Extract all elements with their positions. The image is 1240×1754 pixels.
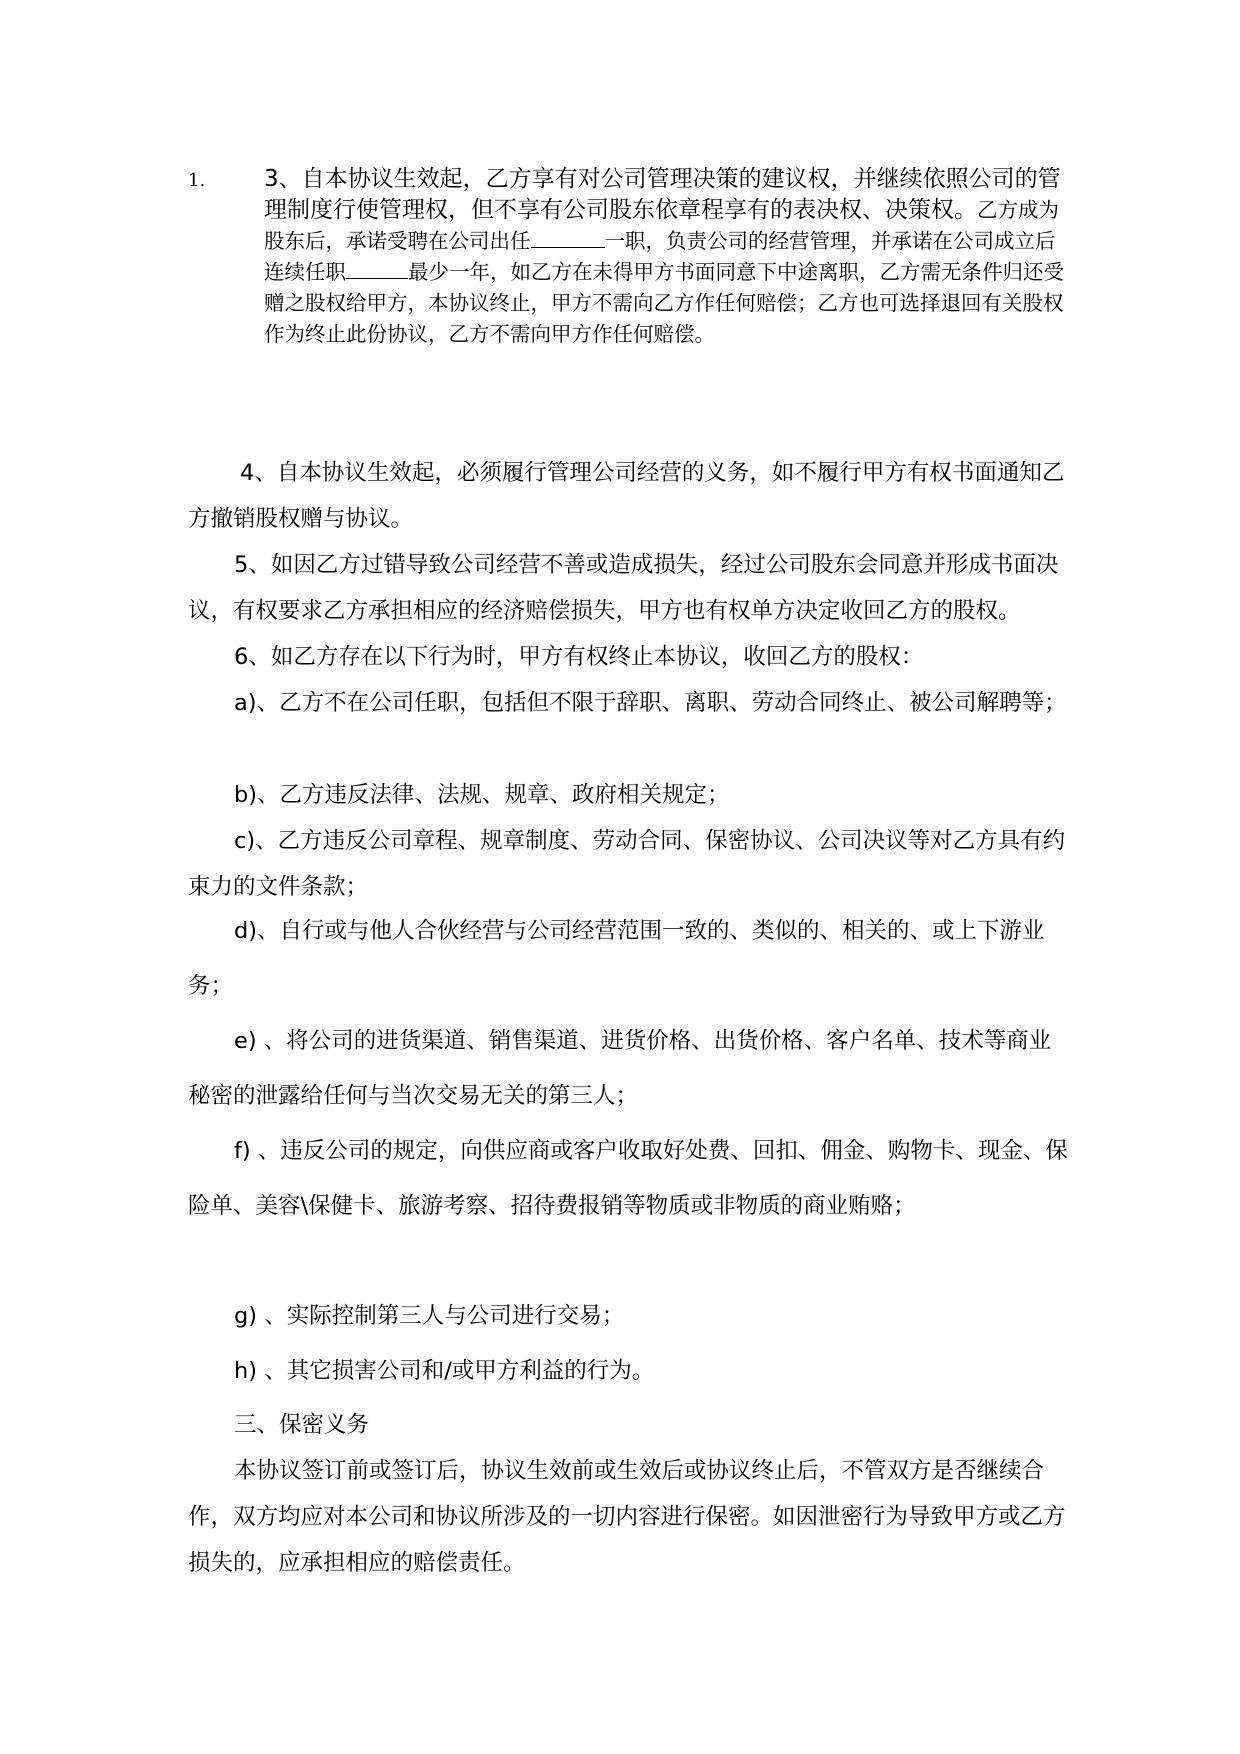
list-marker: 1. xyxy=(188,170,206,191)
clause-e xyxy=(188,1014,1068,1124)
clause-h-text: h) 、其它损害公司和/或甲方利益的行为。 xyxy=(234,1358,655,1384)
clause-e-text: e) 、将公司的进货渠道、销售渠道、进货价格、出货价格、客户名单、技术等商业秘密的泄露给任何与当次交易无关的第三人； xyxy=(188,1028,1052,1109)
clause-a xyxy=(188,680,1068,726)
clause-h xyxy=(188,1344,1068,1399)
clause-f xyxy=(188,1124,1088,1234)
clause-3-serif-text-3: 最少一年，如乙方在未得甲方书面同意下中途离职，乙方需无条件归还受赠之股权给甲方，本协议终止，甲方不需向乙方作任何赔偿；乙方也可选择退回有关股权作为终止此份协议，乙方不需向甲方作任何赔偿。 xyxy=(264,260,1064,346)
clause-6 xyxy=(188,634,1068,680)
clause-5 xyxy=(188,542,1068,634)
clause-g xyxy=(188,1289,1068,1344)
section-3-heading-text: 三、保密义务 xyxy=(234,1412,370,1438)
clause-4-text: 4、自本协议生效起，必须履行管理公司经营的义务，如不履行甲方有权书面通知乙方撤销股权赠与协议。 xyxy=(188,460,1065,532)
section-3-heading xyxy=(188,1402,1068,1448)
clause-a-text: a)、乙方不在公司任职，包括但不限于辞职、离职、劳动合同终止、被公司解聘等； xyxy=(234,690,1067,716)
section-3-body xyxy=(188,1448,1068,1586)
clause-3-serif-text-2: 一职，负责公司的经营管理，并承诺在公司成立后连续任职 xyxy=(264,229,1056,284)
clause-6-text: 6、如乙方存在以下行为时，甲方有权终止本协议，收回乙方的股权： xyxy=(234,644,924,670)
tenure-blank xyxy=(346,260,408,279)
clause-d xyxy=(188,904,1068,1014)
clause-f-text: f) 、违反公司的规定，向供应商或客户收取好处费、回扣、佣金、购物卡、现金、保险单、美容\保健卡、旅游考察、招待费报销等物质或非物质的商业贿赂； xyxy=(188,1138,1068,1219)
clause-3 xyxy=(264,164,1064,350)
clause-d-text: d)、自行或与他人合伙经营与公司经营范围一致的、类似的、相关的、或上下游业务； xyxy=(188,918,1045,999)
clause-c xyxy=(188,818,1068,910)
clause-g-text: g) 、实际控制第三人与公司进行交易； xyxy=(234,1303,625,1329)
clause-5-text: 5、如因乙方过错导致公司经营不善或造成损失，经过公司股东会同意并形成书面决议，有权要求乙方承担相应的经济赔偿损失，甲方也有权单方决定收回乙方的股权。 xyxy=(188,552,1059,624)
clause-4 xyxy=(188,450,1068,542)
clause-3-serif-text-1: 乙方成为股东后，承诺受聘在公司出任 xyxy=(264,198,1059,253)
position-blank xyxy=(531,229,605,248)
section-3-body-text: 本协议签订前或签订后，协议生效前或生效后或协议终止后，不管双方是否继续合作，双方均应对本公司和协议所涉及的一切内容进行保密。如因泄密行为导致甲方或乙方损失的，应承担相应的赔偿责任。 xyxy=(188,1458,1066,1576)
clause-b xyxy=(188,772,1068,818)
clause-3-text: 3、自本协议生效起，乙方享有对公司管理决策的建议权，并继续依照公司的管理制度行使管理权，但不享有公司股东依章程享有的表决权、决策权。 xyxy=(264,166,1061,223)
clause-b-text: b)、乙方违反法律、法规、规章、政府相关规定； xyxy=(234,782,730,808)
clause-c-text: c)、乙方违反公司章程、规章制度、劳动合同、保密协议、公司决议等对乙方具有约束力的文件条款； xyxy=(188,828,1066,900)
